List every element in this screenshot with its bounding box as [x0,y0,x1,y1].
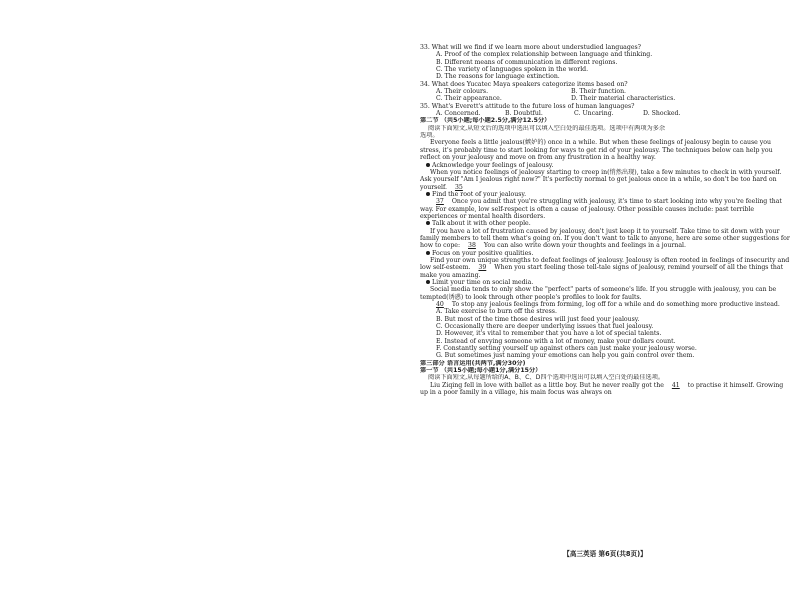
question-33-option-d: D. The reasons for language extinction. [436,73,560,81]
question-35-option-c: C. Uncaring. [574,110,614,118]
subheading-4 [420,250,790,257]
exam-page [420,44,790,593]
question-35-option-a: A. Concerned. [436,110,481,118]
question-35-option-d: D. Shocked. [643,110,681,118]
passage-paragraph-6: Social media tends to only show the "perfect" parts of someone's life. If you struggle with jealousy, you can be tempted(诱惑) to look through other people's profiles to look for faults. [420,286,777,301]
paragraph-5a-text: Find your own unique strengths to defeat feelings of jealousy. Jealousy is often rooted in feelings of insecurity and low self-esteem. [420,256,790,272]
paragraph-4a-text: If you have a lot of frustration caused by jealousy, don't just keep it to yourself. Take time to sit down with your family members to tell them what's going on. If you don't want to talk to anyone, here are some other suggestions for how to cope: [420,227,790,250]
choice-g: G. But sometimes just naming your emotions can help you gain control over them. [436,352,695,360]
question-34-stem: 34. What does Yucatec Maya speakers categorize items based on? [420,80,628,88]
subheading-5 [420,279,790,286]
part-3-heading: 第三部分 语言运用(共两节,满分30分) [420,359,526,367]
bullet-icon [426,163,430,167]
choice-b: B. But most of the time those desires will just feed your jealousy. [436,315,640,323]
passage-paragraph-4 [420,228,790,250]
passage-paragraph-5 [420,257,790,279]
bullet-icon [426,192,430,196]
subheading-2-text: Find the root of your jealousy. [432,190,527,198]
question-34-option-a: A. Their colours. [436,88,489,96]
subheading-1-text: Acknowledge your feelings of jealousy. [432,161,554,169]
choice-f: F. Constantly setting yourself up against others can just make your jealousy worse. [436,345,697,353]
part-3-sub-heading: 第一节 （共15小题;每小题1分,满分15分） [420,367,542,375]
section-2-heading: 第二节 （共5小题;每小题2.5分,满分12.5分） [420,117,551,125]
bullet-icon [426,280,430,284]
choice-c: C. Occasionally there are deeper underlying issues that fuel jealousy. [436,323,654,331]
blank-38: 38 [468,242,476,250]
paragraph-3-text: Once you admit that you're struggling with jealousy, it's time to start looking into why you're feeling that way. For example, low self-respect is often a cause of jealousy. Other possible causes include: past terrible experiences or mental health disorders. [420,198,782,220]
part-3-paragraph-1 [420,382,790,397]
paragraph-7-text: To stop any jealous feelings from forming, log off for a while and do something more productive instead. [451,301,780,309]
question-34-option-b: B. Their function. [571,88,627,96]
question-33-stem: 33. What will we find if we learn more about understudied languages? [420,44,641,51]
bullet-icon [426,221,430,225]
passage-paragraph-3 [420,198,790,220]
question-35-stem: 35. What's Everett's attitude to the future loss of human languages? [420,102,635,110]
blank-37: 37 [436,198,444,206]
subheading-3 [420,220,790,227]
question-34-option-c: C. Their appearance. [436,95,502,103]
blank-41: 41 [671,381,680,389]
paragraph-2-text: When you notice feelings of jealousy starting to creep in(悄然出现), take a few minutes to check in with yourself. Ask yourself "Am I jealous right now?" It's perfectly normal to get jealous once in a while, so don't be too hard on yourself. [420,168,782,191]
subheading-5-text: Limit your time on social media. [432,279,534,286]
question-35-option-b: B. Doubtful. [505,110,543,118]
question-33-option-b: B. Different means of communication in different regions. [436,58,618,66]
choice-e: E. Instead of envying someone with a lot of money, make your dollars count. [436,337,676,345]
passage-paragraph-1: Everyone feels a little jealous(嫉妒的) once in a while. But when these feelings of jealousy begin to cause you stress, it's probably time to start looking for ways to get rid of your jealousy. The techniques below can help you reflect on your jealousy and move on from any frustration in a healthy way. [420,139,773,162]
subheading-1 [420,162,790,169]
subheading-3-text: Talk about it with other people. [432,220,531,228]
section-2-instruction-1: 阅读下面短文,从短文后的选项中选出可以填入空白处的最佳选项。选项中有两项为多余 [428,124,666,132]
subheading-2 [420,191,790,198]
blank-39: 39 [478,264,487,272]
paragraph-4b-text: You can also write down your thoughts and feelings in a journal. [483,242,686,250]
part-3-p1b-text: to practise it himself. Growing up in a poor family in a village, his main focus was always on [420,381,784,397]
question-34-option-d: D. Their material characteristics. [571,95,676,103]
choice-a: A. Take exercise to burn off the stress. [436,308,557,316]
question-33-option-c: C. The variety of languages spoken in the world. [436,66,589,74]
choice-d: D. However, it's vital to remember that you have a lot of special talents. [436,330,662,338]
passage-paragraph-7 [420,301,790,308]
bullet-icon [426,251,430,255]
question-35-options [420,110,790,117]
subheading-4-text: Focus on your positive qualities. [432,249,534,257]
paragraph-5b-text: When you start feeling those tell-tale signs of jealousy, remind yourself of all the things that make you amazing. [420,264,784,279]
question-34-options-row2 [420,95,790,102]
part-3-p1a-text: Liu Ziqing fell in love with ballet as a little boy. But he never really got the [430,381,664,389]
question-33-option-a: A. Proof of the complex relationship between language and thinking. [436,51,653,59]
section-2-instruction-2: 选项。 [420,132,439,140]
blank-40: 40 [436,301,444,309]
page-footer: 【高三英语 第6页(共8页)】 [563,550,647,558]
question-34-options-row1 [420,88,790,95]
part-3-instruction: 阅读下面短文,从每题所给的A、B、C、D四个选项中选出可以填入空白处的最佳选项。 [428,374,665,382]
passage-paragraph-2 [420,169,790,191]
blank-35: 35 [454,183,463,191]
